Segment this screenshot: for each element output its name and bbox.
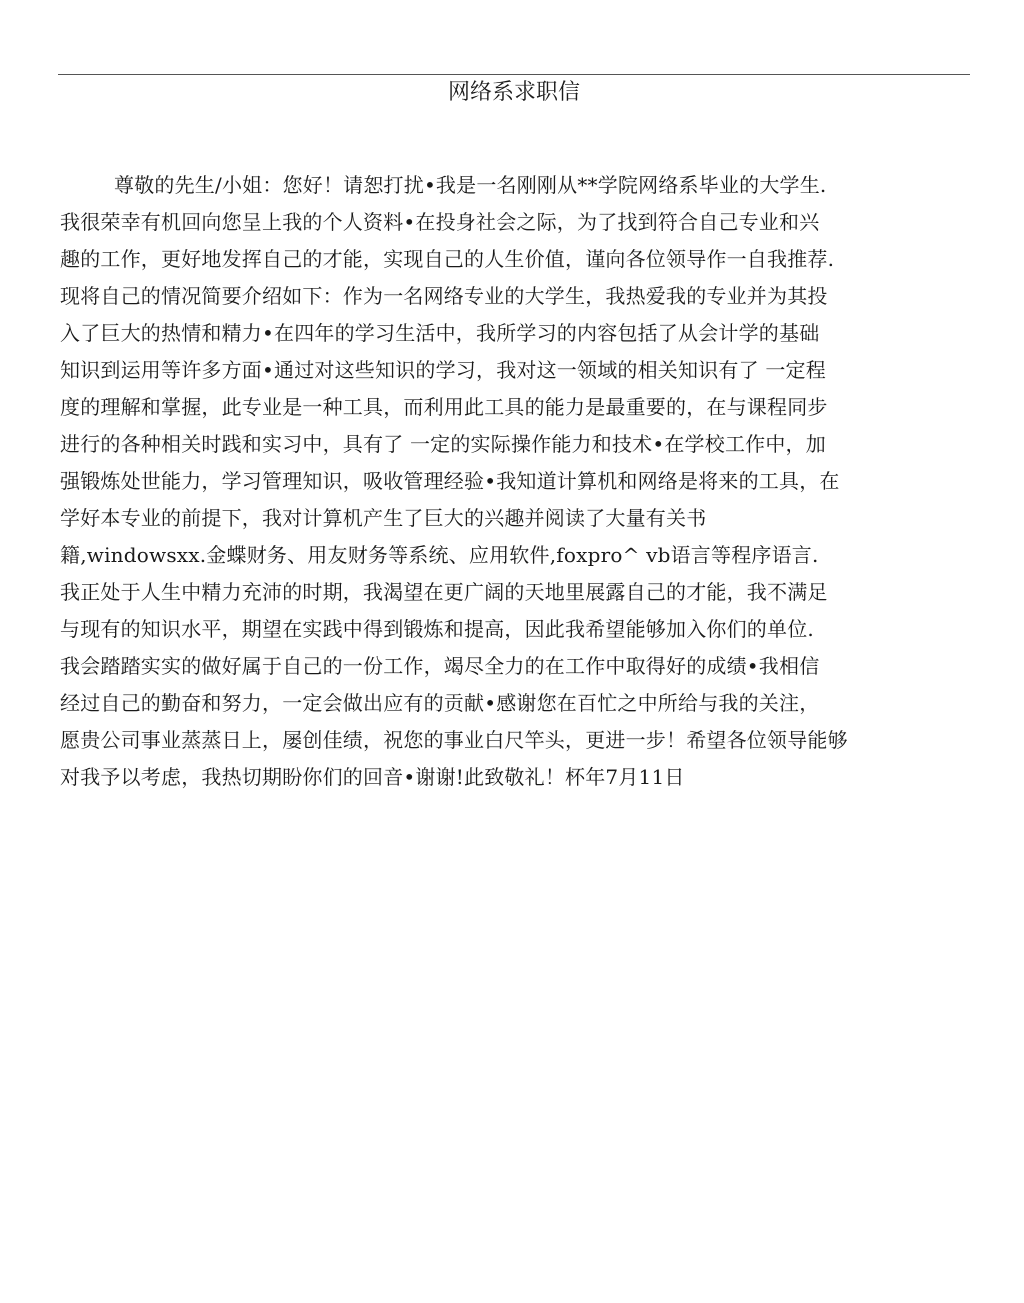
letter-line: 我很荣幸有机回向您呈上我的个人资料•在投身社会之际，为了找到符合自己专业和兴 — [60, 210, 820, 234]
letter-line: 我正处于人生中精力充沛的时期，我渴望在更广阔的天地里展露自己的才能，我不满足 — [60, 580, 828, 604]
letter-body — [60, 167, 980, 796]
letter-line: 与现有的知识水平，期望在实践中得到锻炼和提高，因此我希望能够加入你们的单位. — [60, 617, 814, 641]
document-title: 网络系求职信 — [447, 80, 580, 105]
header-rule — [58, 74, 970, 75]
letter-line: 经过自己的勤奋和努力，一定会做出应有的贡献•感谢您在百忙之中所给与我的关注， — [60, 691, 820, 715]
letter-line: 我会踏踏实实的做好属于自己的一份工作，竭尽全力的在工作中取得好的成绩•我相信 — [60, 654, 820, 678]
letter-line: 度的理解和掌握，此专业是一种工具，而利用此工具的能力是最重要的，在与课程同步 — [60, 395, 828, 419]
letter-line: 进行的各种相关时践和实习中，具有了 一定的实际操作能力和技术•在学校工作中，加 — [60, 432, 826, 456]
letter-line: 现将自己的情况简要介绍如下：作为一名网络专业的大学生，我热爱我的专业并为其投 — [60, 284, 828, 308]
letter-line: 对我予以考虑，我热切期盼你们的回音•谢谢!此致敬礼！杯年7月11日 — [60, 765, 685, 789]
letter-line: 学好本专业的前提下，我对计算机产生了巨大的兴趣并阅读了大量有关书 — [60, 506, 707, 530]
letter-line: 趣的工作，更好地发挥自己的才能，实现自己的人生价值，谨向各位领导作一自我推荐. — [60, 247, 835, 271]
letter-line: 籍,windowsxx.金蝶财务、用友财务等系统、应用软件,foxpro^ vb语言等程序语言. — [60, 543, 819, 567]
letter-line: 尊敬的先生/小姐：您好！请恕打扰•我是一名刚刚从**学院网络系毕业的大学生. — [114, 173, 827, 197]
letter-line: 强锻炼处世能力，学习管理知识，吸收管理经验•我知道计算机和网络是将来的工具，在 — [60, 469, 840, 493]
letter-line: 入了巨大的热情和精力•在四年的学习生活中，我所学习的内容包括了从会计学的基础 — [60, 321, 820, 345]
letter-line: 知识到运用等许多方面•通过对这些知识的学习，我对这一领域的相关知识有了 一定程 — [60, 358, 826, 382]
letter-line: 愿贵公司事业蒸蒸日上，屡创佳绩，祝您的事业白尺竿头，更进一步！希望各位领导能够 — [60, 728, 848, 752]
